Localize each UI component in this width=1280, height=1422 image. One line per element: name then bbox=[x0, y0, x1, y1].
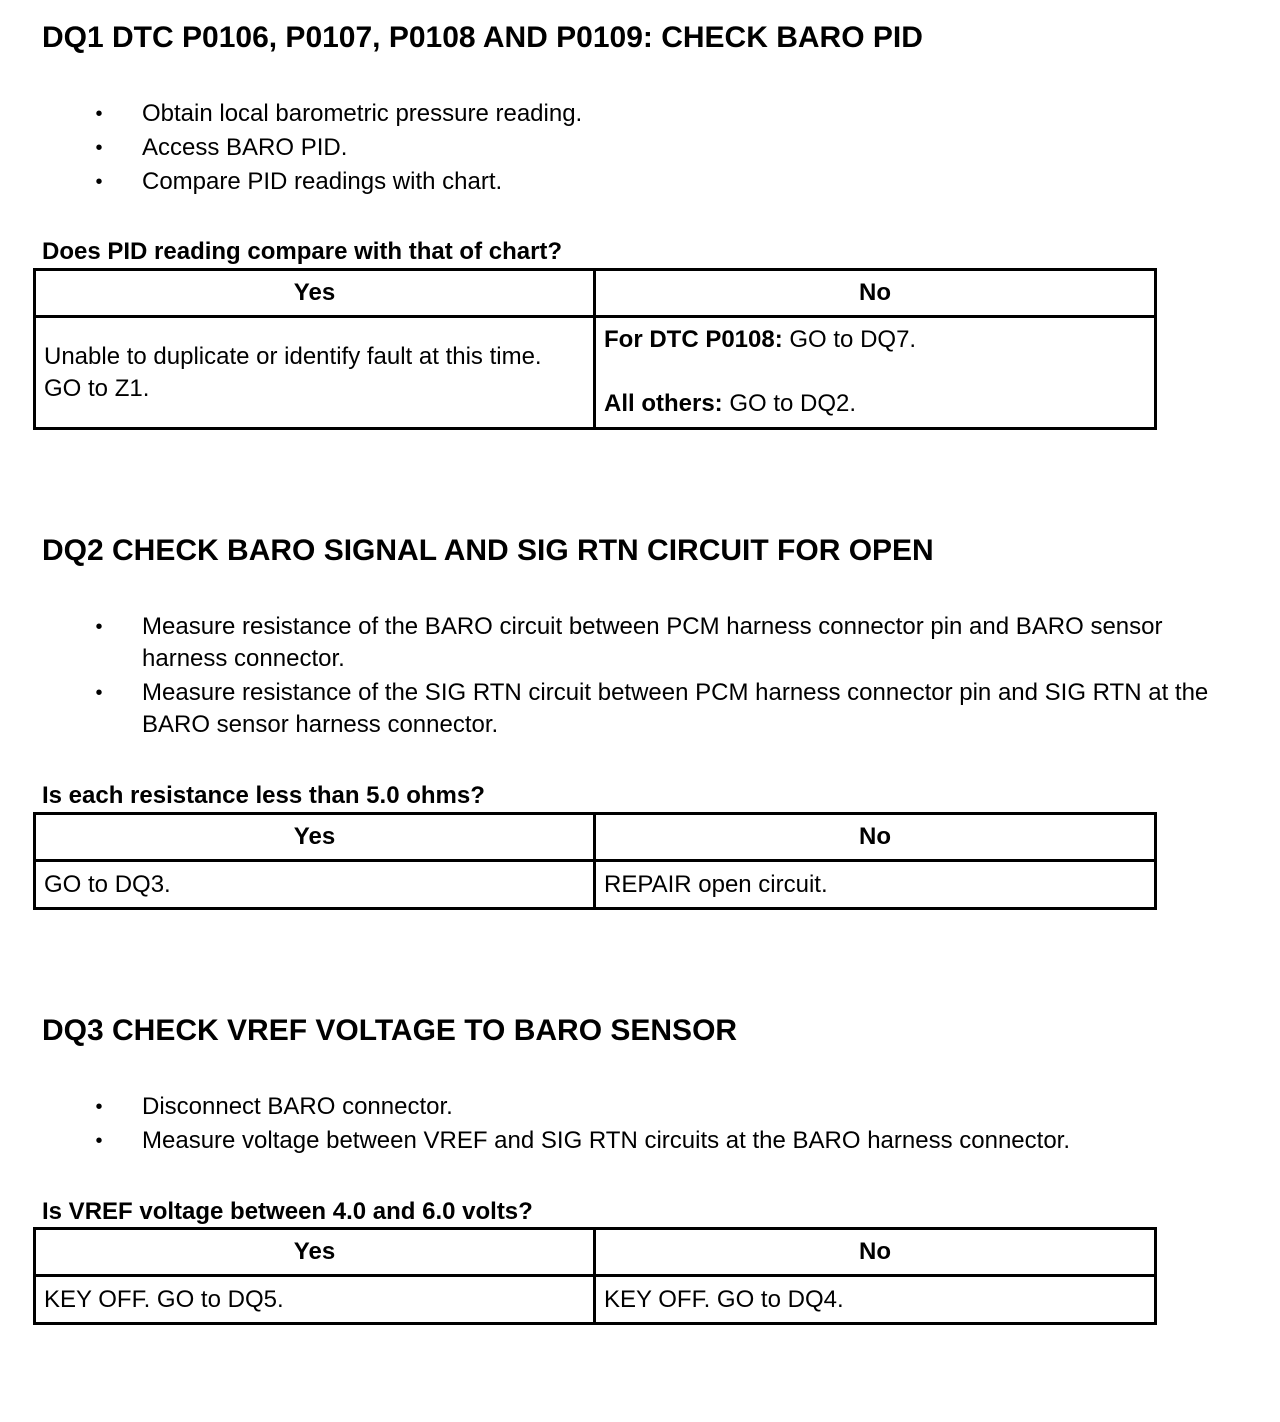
no-header: No bbox=[595, 814, 1156, 861]
step-list bbox=[0, 98, 1242, 200]
question-text: Does PID reading compare with that of chart? bbox=[42, 238, 563, 265]
yes-cell: GO to DQ3. bbox=[35, 861, 595, 909]
question-text: Is each resistance less than 5.0 ohms? bbox=[42, 782, 485, 809]
bullet-icon: • bbox=[95, 616, 103, 638]
yes-header: Yes bbox=[35, 814, 595, 861]
yes-no-table bbox=[33, 812, 1157, 910]
step-item: • Compare PID readings with chart. bbox=[0, 166, 1242, 198]
bullet-icon: • bbox=[95, 1130, 103, 1152]
others-action: GO to DQ2. bbox=[722, 390, 857, 417]
step-item: • Obtain local barometric pressure reading. bbox=[0, 98, 1242, 130]
bullet-icon: • bbox=[95, 682, 103, 704]
yes-header: Yes bbox=[35, 1229, 595, 1276]
yes-no-table bbox=[33, 1227, 1157, 1325]
bullet-icon: • bbox=[95, 171, 103, 193]
section-heading: DQ1 DTC P0106, P0107, P0108 AND P0109: CHECK BARO PID bbox=[42, 21, 923, 54]
bullet-icon: • bbox=[95, 103, 103, 125]
step-list bbox=[0, 611, 1242, 743]
bullet-icon: • bbox=[95, 1096, 103, 1118]
step-item: • Measure voltage between VREF and SIG RTN circuits at the BARO harness connector. bbox=[0, 1125, 1242, 1157]
section-heading: DQ3 CHECK VREF VOLTAGE TO BARO SENSOR bbox=[42, 1014, 738, 1047]
bullet-icon: • bbox=[95, 137, 103, 159]
no-cell: KEY OFF. GO to DQ4. bbox=[595, 1276, 1156, 1324]
section-heading: DQ2 CHECK BARO SIGNAL AND SIG RTN CIRCUIT FOR OPEN bbox=[42, 534, 934, 567]
step-item: • Access BARO PID. bbox=[0, 132, 1242, 164]
question-text: Is VREF voltage between 4.0 and 6.0 volts? bbox=[42, 1198, 533, 1225]
step-item: • Measure resistance of the BARO circuit between PCM harness connector pin and BARO sensor harness connector. bbox=[0, 611, 1242, 675]
no-cell: REPAIR open circuit. bbox=[595, 861, 1156, 909]
yes-no-table bbox=[33, 268, 1157, 430]
no-cell bbox=[595, 317, 1156, 429]
dtc-action: GO to DQ7. bbox=[782, 326, 917, 353]
step-item: • Measure resistance of the SIG RTN circuit between PCM harness connector pin and SIG RTN at the BARO sensor harness connector. bbox=[0, 677, 1242, 741]
dtc-label: For DTC P0108: bbox=[604, 326, 783, 353]
yes-cell: KEY OFF. GO to DQ5. bbox=[35, 1276, 595, 1324]
no-header: No bbox=[595, 1229, 1156, 1276]
others-label: All others: bbox=[604, 390, 723, 417]
no-header: No bbox=[595, 270, 1156, 317]
step-item: • Disconnect BARO connector. bbox=[0, 1091, 1242, 1123]
yes-cell: Unable to duplicate or identify fault at this time. GO to Z1. bbox=[35, 317, 595, 429]
step-list bbox=[0, 1091, 1242, 1159]
yes-header: Yes bbox=[35, 270, 595, 317]
